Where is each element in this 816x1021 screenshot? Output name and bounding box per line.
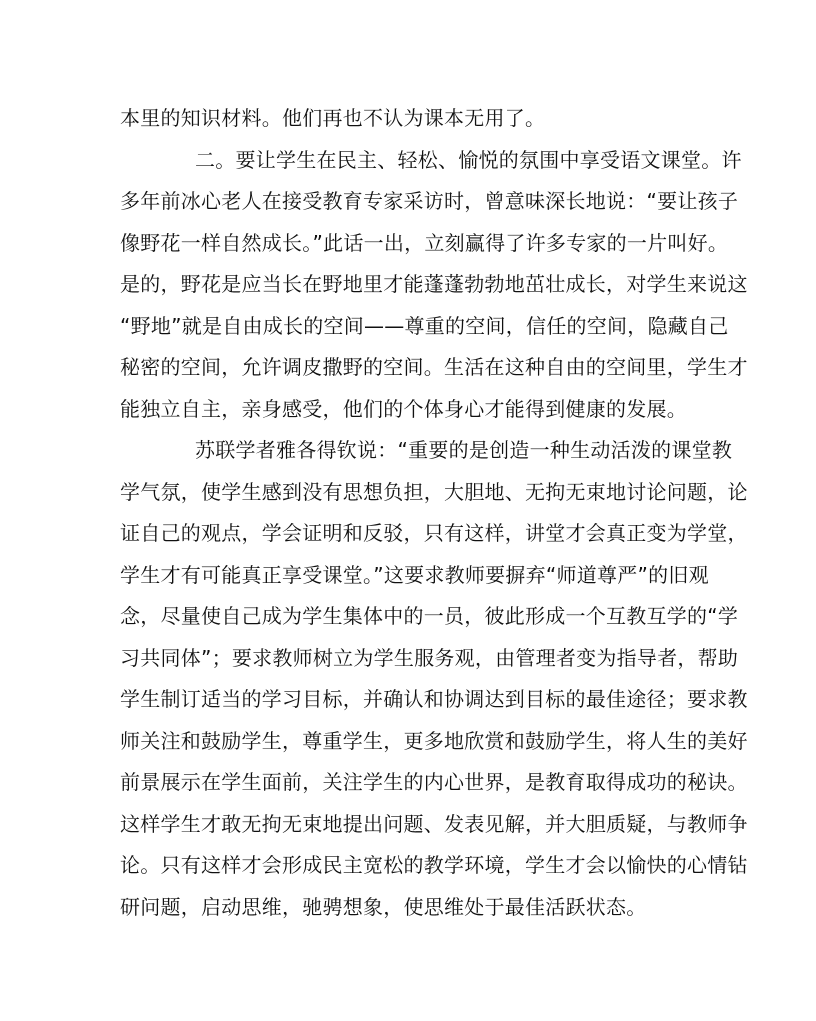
text-line-1: 本里的知识材料。他们再也不认为课本无用了。 [120, 106, 546, 130]
text-line-18: 这样学生才敢无拘无束地提出问题、发表见解，并大胆质疑，与教师争 [120, 812, 748, 836]
text-line-19: 论。只有这样才会形成民主宽松的教学环境，学生才会以愉快的心情钻 [120, 853, 748, 877]
text-line-4: 像野花一样自然成长。”此话一出，立刻赢得了许多专家的一片叫好。 [120, 231, 729, 255]
text-line-12: 学生才有可能真正享受课堂。”这要求教师要摒弃“师道尊严”的旧观 [120, 563, 709, 587]
text-line-16: 师关注和鼓励学生，尊重学生，更多地欣赏和鼓励学生，将人生的美好 [120, 729, 748, 753]
text-line-9: 苏联学者雅各得钦说：“重要的是创造一种生动活泼的课堂教 [195, 438, 733, 462]
text-line-20: 研问题，启动思维，驰骋想象，使思维处于最佳活跃状态。 [120, 895, 647, 919]
text-line-6: “野地”就是自由成长的空间——尊重的空间，信任的空间，隐藏自己 [120, 314, 729, 338]
text-line-10: 学气氛，使学生感到没有思想负担，大胆地、无拘无束地讨论问题，论 [120, 480, 748, 504]
text-line-2: 二。要让学生在民主、轻松、愉悦的氛围中享受语文课堂。许 [195, 148, 742, 172]
text-line-15: 学生制订适当的学习目标，并确认和协调达到目标的最佳途径；要求教 [120, 687, 748, 711]
text-line-13: 念，尽量使自己成为学生集体中的一员，彼此形成一个互教互学的“学 [120, 604, 739, 628]
text-line-3: 多年前冰心老人在接受教育专家采访时，曾意味深长地说：“要让孩子 [120, 189, 739, 213]
text-line-11: 证自己的观点，学会证明和反驳，只有这样，讲堂才会真正变为学堂， [120, 521, 748, 545]
text-line-14: 习共同体”；要求教师树立为学生服务观，由管理者变为指导者，帮助 [120, 646, 739, 670]
text-line-7: 秘密的空间，允许调皮撒野的空间。生活在这种自由的空间里，学生才 [120, 355, 748, 379]
text-line-5: 是的，野花是应当长在野地里才能蓬蓬勃勃地茁壮成长，对学生来说这 [120, 272, 748, 296]
text-line-8: 能独立自主，亲身感受，他们的个体身心才能得到健康的发展。 [120, 397, 687, 421]
text-line-17: 前景展示在学生面前，关注学生的内心世界，是教育取得成功的秘诀。 [120, 770, 748, 794]
